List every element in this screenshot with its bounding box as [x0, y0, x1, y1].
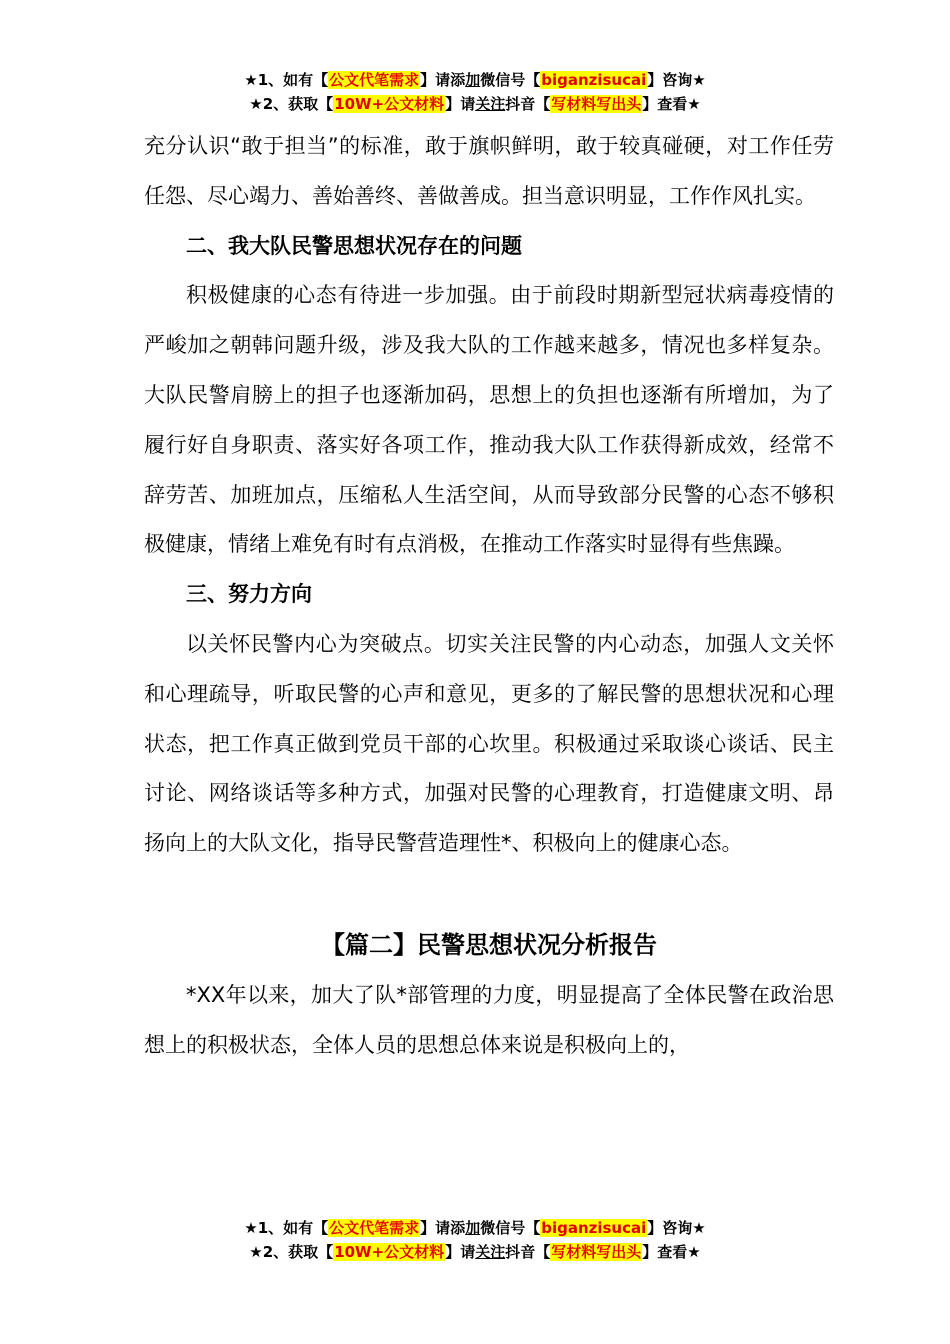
banner-line-2: [0, 1240, 950, 1264]
banner-line-1: [0, 68, 950, 92]
banner-highlight: 公文代笔需求: [329, 71, 420, 89]
section-heading-2: 二、我大队民警思想状况存在的问题: [186, 233, 522, 258]
banner-text: 】咨询★: [647, 1219, 706, 1237]
article-title: 【篇二】民警思想状况分析报告: [321, 930, 657, 959]
banner-highlight: 写材料写出头: [551, 95, 642, 113]
banner-text: 】请添: [420, 1219, 466, 1237]
banner-highlight: 10W+公文材料: [334, 95, 445, 113]
banner-text: ★2、获取【: [249, 1243, 334, 1261]
banner-underlined-text: 关注: [475, 1243, 506, 1261]
paragraph-3: 以关怀民警内心为突破点。切实关注民警的内心动态，加强人文关怀和心理疏导，听取民警的心声和意见，更多的了解民警的思想状况和心理状态，把工作真正做到党员干部的心坎里。积极通过采取谈心谈话、民主讨论、网络谈话等多种方式，加强对民警的心理教育，打造健康文明、昂扬向上的大队文化，指导民警营造理性*、积极向上的健康心态。: [144, 631, 834, 856]
banner-highlight: 10W+公文材料: [334, 1243, 445, 1261]
banner-text: 抖音【: [505, 95, 551, 113]
section-heading-3: 三、努力方向: [186, 582, 312, 607]
paragraph-2: 积极健康的心态有待进一步加强。由于前段时期新型冠状病毒疫情的严峻加之朝韩问题升级，涉及我大队的工作越来越多，情况也多样复杂。大队民警肩膀上的担子也逐渐加码，思想上的负担也逐渐有所增加，为了履行好自身职责、落实好各项工作，推动我大队工作获得新成效，经常不辞劳苦、加班加点，压缩私人生活空间，从而导致部分民警的心态不够积极健康，情绪上难免有时有点消极，在推动工作落实时显得有些焦躁。: [144, 283, 834, 557]
banner-text: 抖音【: [505, 1243, 551, 1261]
banner-text: ★2、获取【: [249, 95, 334, 113]
banner-text: 】查看★: [642, 95, 701, 113]
banner-text: 】请: [445, 95, 476, 113]
banner-text: 微信号【: [480, 1219, 541, 1237]
banner-text: 】查看★: [642, 1243, 701, 1261]
banner-underlined-text: 加: [465, 71, 481, 89]
banner-underlined-text: 加: [465, 1219, 481, 1237]
banner-text: ★1、如有【: [244, 1219, 329, 1237]
banner-text: 】请: [445, 1243, 476, 1261]
banner-highlight: biganzisucai: [541, 71, 647, 89]
banner-line-1: [0, 1216, 950, 1240]
paragraph-4: *XX年以来，加大了队*部管理的力度，明显提高了全体民警在政治思想上的积极状态，全体人员的思想总体来说是积极向上的，: [144, 982, 834, 1057]
footer-banner: [0, 1216, 950, 1264]
banner-underlined-text: 关注: [475, 95, 506, 113]
banner-text: 微信号【: [480, 71, 541, 89]
paragraph-1: 充分认识“敢于担当”的标准，敢于旗帜鲜明，敢于较真碰硬，对工作任劳任怨、尽心竭力、善始善终、善做善成。担当意识明显，工作作风扎实。: [144, 134, 834, 208]
banner-highlight: 公文代笔需求: [329, 1219, 420, 1237]
header-banner: [0, 68, 950, 116]
document-body: [144, 122, 834, 1070]
banner-highlight: 写材料写出头: [551, 1243, 642, 1261]
banner-text: ★1、如有【: [244, 71, 329, 89]
banner-text: 】咨询★: [647, 71, 706, 89]
banner-line-2: [0, 92, 950, 116]
banner-text: 】请添: [420, 71, 466, 89]
banner-highlight: biganzisucai: [541, 1219, 647, 1237]
